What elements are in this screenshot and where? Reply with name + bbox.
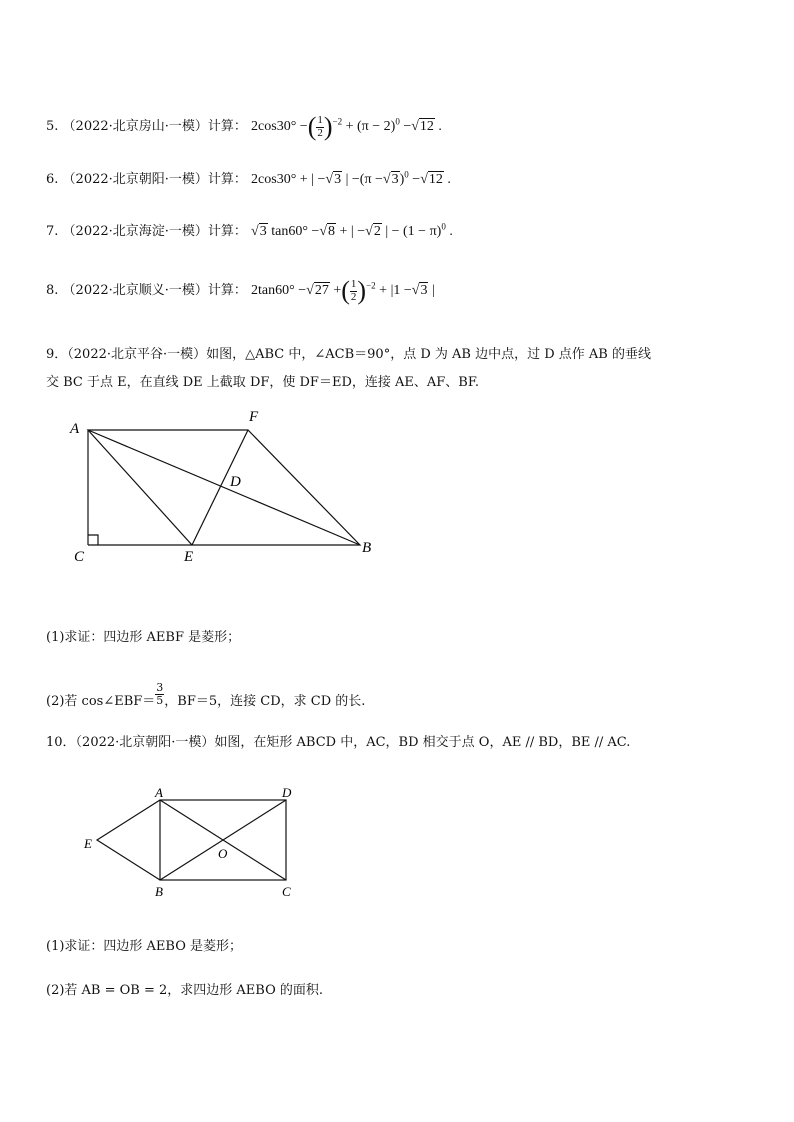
q7-number: 7. [46,224,59,239]
q10-label-a: A [155,785,163,800]
q10-label-c: C [282,884,291,899]
q9-label-a: A [70,421,80,437]
q10-label-o: O [218,846,228,861]
q10-label-e: E [84,836,92,851]
q8-source: （2022·北京顺义·一模）计算： [62,283,247,299]
q5-number: 5. [46,119,59,135]
q5-expression: 2cos30° −( $\frac{1}{2}$ )$^{-2} + (\pi - 2)^0 -√12$ . [251,112,442,141]
q8-number: 8. [46,283,59,299]
q9-part-2: (2)若 cos∠EBF＝ $\frac{3}{5}$ ，BF＝5，连接 CD，求 CD 的长. [46,681,366,709]
q9-label-f: F [249,410,259,425]
q9-line-1: 9．（2022·北京平谷·一模）如图，△ABC 中，∠ACB＝90°，点 D 为 AB 边中点，过 D 点作 AB 的垂线 [46,347,651,362]
q9-right-angle-mark [88,535,98,545]
q9-label-e: E [184,549,194,565]
q10-label-d: D [282,785,292,800]
question-8 [46,278,435,304]
question-7 [46,220,453,240]
q7-expression: √3 tan60° −√8 + | −√2 | − $(1 - \pi)^0$ . [251,221,453,239]
q9-line-2: 交 BC 于点 E，在直线 DE 上截取 DF，使 DF＝ED，连接 AE、AF、BF. [46,375,479,390]
q8-expression: 2tan60° −√27 +( $\frac{1}{2}$ )$^{-2}$ + |1 −√3 | [251,276,435,305]
q6-source: （2022·北京朝阳·一模）计算： [62,172,247,187]
q10-figure [80,782,300,902]
q6-number: 6. [46,172,59,187]
q6-expression: 2cos30° + | −√3 | $-(\pi -√3)^0 -√12$ . [251,169,451,187]
q9-label-c: C [74,549,85,565]
q9-label-d: D [230,474,241,490]
question-5 [46,114,442,140]
q9-seg-ab [88,430,360,545]
q10-label-b: B [155,884,163,899]
q10-part-1: (1)求证：四边形 AEBO 是菱形； [46,939,243,954]
q10-line-1: 10．（2022·北京朝阳·一模）如图，在矩形 ABCD 中，AC，BD 相交于点 O，AE // BD，BE // AC. [46,735,631,750]
q7-source: （2022·北京海淀·一模）计算： [62,224,247,239]
q9-label-b: B [362,540,372,556]
q10-part-2: (2)若 AB = OB = 2，求四边形 AEBO 的面积. [46,983,324,998]
question-6 [46,168,451,188]
q5-source: （2022·北京房山·一模）计算： [62,119,247,135]
q9-part-1: (1)求证：四边形 AEBF 是菱形； [46,630,241,645]
q10-kite-aeb [97,800,160,880]
q9-figure [60,410,390,570]
